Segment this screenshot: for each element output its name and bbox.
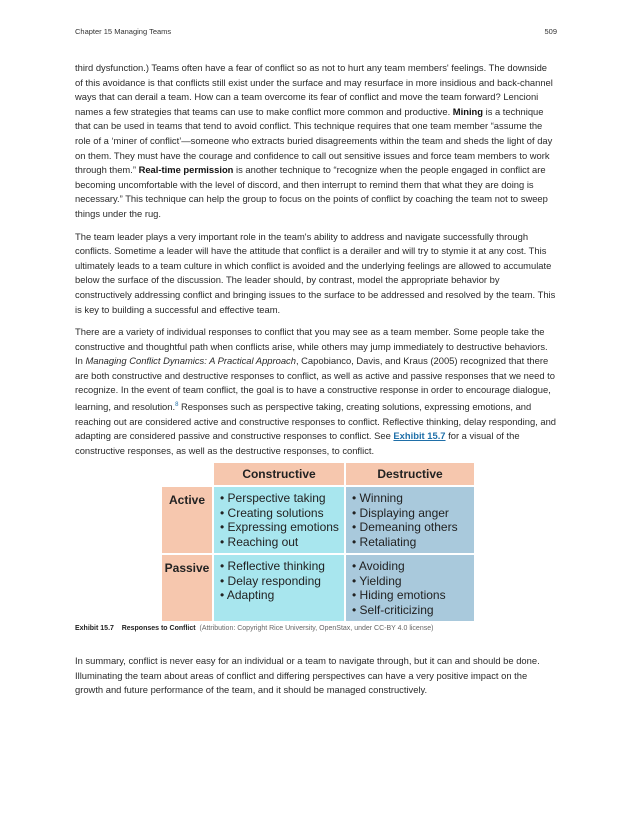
caption-title: Responses to Conflict — [121, 625, 196, 632]
term-mining: Mining — [452, 105, 483, 117]
bullet-item: • Adapting — [220, 588, 275, 602]
book-title: Managing Conflict Dynamics: A Practical Approach — [85, 355, 296, 367]
bullet-item: • Hiding emotions — [352, 588, 446, 602]
row-header-passive: Passive — [162, 555, 212, 621]
bullet-item: • Displaying anger — [352, 505, 449, 520]
cell-passive-destructive — [346, 555, 474, 621]
col-header-destructive: Destructive — [346, 463, 474, 485]
bullet-item: • Reflective thinking — [220, 559, 325, 573]
exhibit-link[interactable]: Exhibit 15.7 — [393, 430, 446, 442]
paragraph-3: There are a variety of individual responses to conflict that you may see as a team member. Some people take the constructive and thoughtful path when conflicts arise, while others may jump immediately to destructive behaviors. In Managing Conflict Dynamics: A Practical Approach, Capobianco, Davis, and Kraus (2005) recognized that there are both constructive and destructive responses to conflict, as well as active and passive responses that we need to recognize. In the event of team conflict, the goal is to have a constructive response in order to encourage dialogue, learning, and resolution.$^8$ Responses such as perspective taking, creating solutions, expressing emotions, and reaching out are considered active and constructive responses to conflict. Reflective thinking, delay responding, and adapting are considered passive and constructive responses to conflict. See Exhibit 15.7 for a visual of the constructive responses, as well as the destructive responses, to conflict. — [75, 326, 557, 456]
exhibit-caption — [75, 625, 433, 632]
bullet-item: • Reaching out — [220, 534, 299, 549]
bullet-item: • Perspective taking — [220, 491, 326, 505]
term-real-time-permission: Real-time permission — [138, 164, 234, 176]
conflict-responses-table — [160, 461, 476, 623]
bullet-item: • Expressing emotions — [220, 520, 339, 534]
cell-active-constructive — [214, 487, 344, 553]
bullet-item: • Self-criticizing — [352, 602, 434, 617]
bullet-item: • Avoiding — [352, 559, 405, 573]
caption-label: Exhibit 15.7 — [75, 625, 114, 632]
col-header-constructive: Constructive — [214, 463, 344, 485]
bullet-item: • Delay responding — [220, 573, 321, 588]
bullet-item: • Creating solutions — [220, 505, 324, 520]
cell-active-destructive — [346, 487, 474, 553]
body-text — [75, 61, 557, 467]
summary-paragraph: In summary, conflict is never easy for an individual or a team to navigate through, but it can and should be done. Illuminating the team about areas of conflict and differing perspectives can have a very positive impact on the growth and future performance of the team, and it should be managed constructively. — [75, 655, 540, 696]
chapter-title: Chapter 15 Managing Teams — [75, 27, 172, 36]
bullet-item: • Retaliating — [352, 534, 417, 549]
paragraph-2: The team leader plays a very important role in the team's ability to address and navigate successfully through conflicts. Sometime a leader will have the attitude that conflict is a derailer and will try to stymie it at any cost. This ultimately leads to a team culture in which conflict is avoided and the underlying feelings are allowed to accumulate below the surface of the discussion. The leader should, by contrast, model the appropriate behavior by constructively addressing conflict and bringing issues to the surface to be addressed and resolved by the team. This is key to building a successful and effective team. — [75, 230, 556, 315]
footnote-ref[interactable]: 8 — [175, 402, 179, 409]
paragraph-1: third dysfunction.) Teams often have a fear of conflict so as not to hurt any team members' feelings. The downside of this avoidance is that conflicts still exist under the surface and may resurface in more insidious and back-channel ways that can derail a team. How can a team overcome its fear of conflict and move the team forward? Lencioni names a few strategies that teams can use to make conflict more common and productive. Mining is a technique that can be used in teams that tend to avoid conflict. This technique requires that one team member “assume the role of a ‘miner of conflict’—someone who extracts buried disagreements within the team and sheds the light of day on them. They must have the courage and confidence to call out sensitive issues and force team members to work through them.” Real-time permission is another technique to “recognize when the people engaged in conflict are becoming uncomfortable with the level of discord, and then interrupt to remind them that what they are doing is necessary.” This technique can help the group to focus on the points of conflict by coaching the team not to sweep things under the rug. — [75, 62, 553, 219]
table-corner — [162, 463, 212, 485]
bullet-item: • Winning — [352, 491, 403, 505]
row-header-active: Active — [162, 487, 212, 553]
caption-attribution: (Attribution: Copyright Rice University, OpenStax, under CC-BY 4.0 license) — [199, 625, 434, 632]
bullet-item: • Yielding — [352, 573, 402, 588]
cell-passive-constructive — [214, 555, 344, 621]
page-number: 509 — [544, 27, 557, 36]
bullet-item: • Demeaning others — [352, 520, 458, 534]
